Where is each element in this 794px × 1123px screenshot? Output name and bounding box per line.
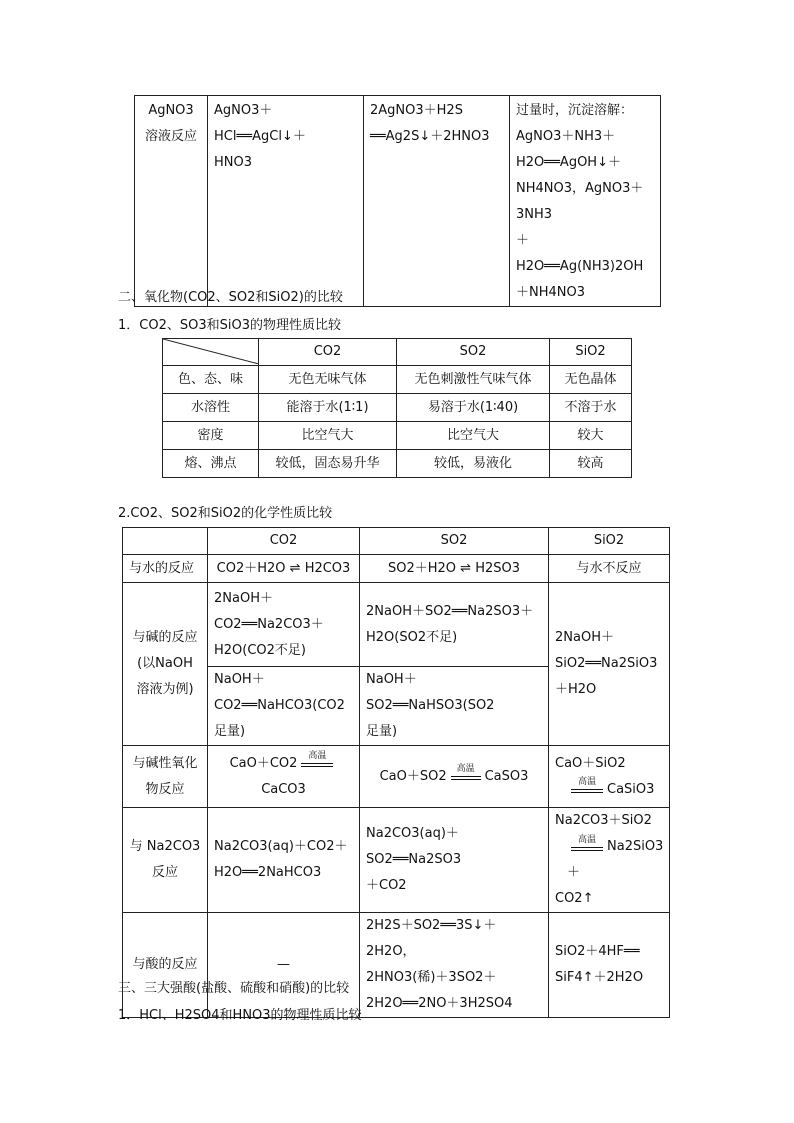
product: CaSO3 bbox=[484, 768, 529, 784]
cell: 无色晶体 bbox=[550, 366, 632, 394]
agno3-nh3-line: AgNO3＋NH3＋ bbox=[516, 129, 616, 144]
agno3-label-cell bbox=[135, 96, 208, 307]
condition-label: 高温 bbox=[577, 834, 596, 845]
eq-line: 2NaOH＋SO2══Na2SO3＋ bbox=[366, 603, 534, 619]
table-row bbox=[123, 746, 670, 808]
high-temp-arrow bbox=[571, 834, 603, 856]
row-label: 色、态、味 bbox=[163, 366, 259, 394]
eq-line: Na2CO3(aq)＋SO2══Na2SO3 bbox=[366, 826, 462, 867]
label-line: 反应 bbox=[151, 865, 178, 880]
cell bbox=[549, 808, 670, 913]
eq-line: ＋H2O bbox=[555, 682, 597, 697]
eq-line: H2O(CO2不足) bbox=[214, 642, 307, 658]
condition-label: 高温 bbox=[308, 751, 327, 761]
diagonal-header-cell bbox=[163, 339, 259, 366]
header-so2: SO2 bbox=[397, 339, 550, 366]
sub3-title: 1．HCl、H2SO4和HNO3的物理性质比较 bbox=[118, 1008, 362, 1023]
row-label: 熔、沸点 bbox=[163, 450, 259, 478]
cell bbox=[360, 667, 549, 746]
agno3-label-line1: AgNO3 bbox=[148, 103, 194, 118]
agno3-hcl-cell bbox=[208, 96, 364, 307]
diagonal-line bbox=[163, 339, 259, 364]
cell: 不溶于水 bbox=[550, 394, 632, 422]
physical-table bbox=[162, 338, 632, 478]
cell: 较大 bbox=[550, 422, 632, 450]
cell: 比空气大 bbox=[259, 422, 397, 450]
agno3-h2s-line: ══Ag2S↓＋2HNO3 bbox=[370, 129, 490, 144]
eq-line: ＋CO2 bbox=[366, 878, 407, 893]
high-temp-arrow bbox=[301, 751, 333, 772]
cell bbox=[208, 583, 360, 667]
empty-header-cell bbox=[123, 528, 208, 555]
table-row bbox=[123, 583, 670, 667]
cell bbox=[360, 746, 549, 808]
eq-line: 足量) bbox=[214, 724, 246, 739]
eq-line: NaOH＋SO2══NaHSO3(SO2 bbox=[366, 672, 495, 713]
eq-line: Na2CO3(aq)＋CO2＋ bbox=[214, 839, 348, 854]
cell: 比空气大 bbox=[397, 422, 550, 450]
cell: 较低，易液化 bbox=[397, 450, 550, 478]
header-co2: CO2 bbox=[208, 528, 360, 555]
table-row bbox=[163, 366, 632, 394]
reactants: CaO＋SiO2 bbox=[555, 755, 626, 771]
header-so2: SO2 bbox=[360, 528, 549, 555]
label-line: (以NaOH bbox=[137, 656, 193, 671]
reactants: CaO＋CO2 bbox=[229, 755, 298, 771]
row-label: 与水的反应 bbox=[123, 555, 208, 583]
eq-line: 2NaOH＋ bbox=[555, 630, 614, 645]
eq-line: SiO2══Na2SiO3 bbox=[555, 656, 658, 671]
label-line: 与 Na2CO3 bbox=[129, 839, 201, 854]
table-row bbox=[123, 808, 670, 913]
table-row bbox=[163, 394, 632, 422]
cell bbox=[360, 808, 549, 913]
table-row bbox=[123, 913, 670, 1018]
eq-line: H2O══2NaHCO3 bbox=[214, 865, 322, 880]
cell: 易溶于水(1∶40) bbox=[397, 394, 550, 422]
eq-line: SiF4↑＋2H2O bbox=[555, 970, 644, 985]
cell bbox=[208, 808, 360, 913]
agno3-nh3-line: ＋H2O══Ag(NH3)2OH bbox=[516, 233, 644, 274]
eq-line: H2O(SO2不足) bbox=[366, 629, 458, 645]
agno3-nh3-line: NH4NO3，AgNO3＋3NH3 bbox=[516, 181, 644, 222]
agno3-label-line2: 溶液反应 bbox=[144, 129, 197, 144]
label-line: 物反应 bbox=[145, 781, 185, 797]
eq-line: CO2══Na2CO3＋ bbox=[214, 616, 324, 632]
condition-label: 高温 bbox=[456, 764, 475, 774]
header-sio2: SiO2 bbox=[550, 339, 632, 366]
table-row bbox=[163, 450, 632, 478]
cell: 无色无味气体 bbox=[259, 366, 397, 394]
agno3-nh3-cell bbox=[510, 96, 661, 307]
eq-line: 足量) bbox=[366, 724, 398, 739]
row-label: 与酸的反应 bbox=[123, 913, 208, 1018]
agno3-h2s-cell bbox=[364, 96, 510, 307]
table-row bbox=[123, 555, 670, 583]
eq-line: 2NaOH＋ bbox=[214, 590, 273, 606]
sub1-title: 1．CO2、SO3和SiO3的物理性质比较 bbox=[118, 318, 341, 333]
cell: 无色刺激性气味气体 bbox=[397, 366, 550, 394]
label-line: 与碱性氧化 bbox=[132, 755, 198, 771]
eq-line: Na2SiO3＋ bbox=[567, 839, 664, 880]
eq-line: CO2↑ bbox=[555, 891, 594, 906]
cell bbox=[549, 913, 670, 1018]
agno3-table bbox=[134, 95, 661, 307]
reactants: CaO＋SO2 bbox=[379, 768, 447, 784]
sub2-title: 2.CO2、SO2和SiO2的化学性质比较 bbox=[118, 506, 333, 521]
agno3-hcl-line: HNO3 bbox=[214, 155, 253, 170]
eq-line: NaOH＋ bbox=[214, 672, 265, 687]
eq-line: 2HNO3(稀)＋3SO2＋ bbox=[366, 970, 497, 985]
cell bbox=[208, 746, 360, 808]
cell bbox=[360, 583, 549, 667]
section3-title: 三、三大强酸(盐酸、硫酸和硝酸)的比较 bbox=[118, 981, 350, 996]
header-co2: CO2 bbox=[259, 339, 397, 366]
cell: SO2＋H2O ⇌ H2SO3 bbox=[360, 555, 549, 583]
cell: 较低，固态易升华 bbox=[259, 450, 397, 478]
eq-line: SiO2＋4HF══ bbox=[555, 944, 640, 959]
section2-title: 二、氧化物(CO2、SO2和SiO2)的比较 bbox=[118, 290, 343, 305]
cell bbox=[549, 583, 670, 746]
table-row bbox=[163, 422, 632, 450]
agno3-nh3-line: ＋NH4NO3 bbox=[516, 285, 585, 300]
row-label: 水溶性 bbox=[163, 394, 259, 422]
high-temp-arrow bbox=[571, 777, 603, 798]
label-line: 溶液为例) bbox=[136, 682, 194, 697]
high-temp-arrow bbox=[451, 764, 481, 785]
agno3-hcl-line: AgNO3＋ bbox=[214, 103, 273, 118]
eq-line: CO2══NaHCO3(CO2 bbox=[214, 698, 345, 713]
chemical-table bbox=[122, 527, 670, 1018]
cell bbox=[549, 746, 670, 808]
cell bbox=[208, 667, 360, 746]
row-label bbox=[123, 808, 208, 913]
row-label bbox=[123, 583, 208, 746]
condition-label: 高温 bbox=[577, 777, 596, 787]
agno3-hcl-line: HCl══AgCl↓＋ bbox=[214, 129, 306, 144]
cell: CO2＋H2O ⇌ H2CO3 bbox=[208, 555, 360, 583]
label-line: 与碱的反应 bbox=[132, 630, 198, 645]
header-sio2: SiO2 bbox=[549, 528, 670, 555]
agno3-h2s-line: 2AgNO3＋H2S bbox=[370, 103, 463, 118]
cell: 较高 bbox=[550, 450, 632, 478]
product: CaSiO3 bbox=[607, 781, 655, 797]
eq-line: 2H2O══2NO＋3H2SO4 bbox=[366, 996, 513, 1011]
product: CaCO3 bbox=[261, 781, 306, 797]
eq-line: Na2CO3＋SiO2 bbox=[555, 813, 652, 828]
row-label bbox=[123, 746, 208, 808]
cell: 能溶于水(1∶1) bbox=[259, 394, 397, 422]
agno3-nh3-line: 过量时，沉淀溶解： bbox=[516, 103, 634, 118]
cell: 与水不反应 bbox=[549, 555, 670, 583]
cell bbox=[360, 913, 549, 1018]
cell: — bbox=[208, 913, 360, 1018]
eq-line: 2H2S＋SO2══3S↓＋2H2O， bbox=[366, 918, 497, 959]
agno3-nh3-line: H2O══AgOH↓＋ bbox=[516, 155, 621, 170]
row-label: 密度 bbox=[163, 422, 259, 450]
